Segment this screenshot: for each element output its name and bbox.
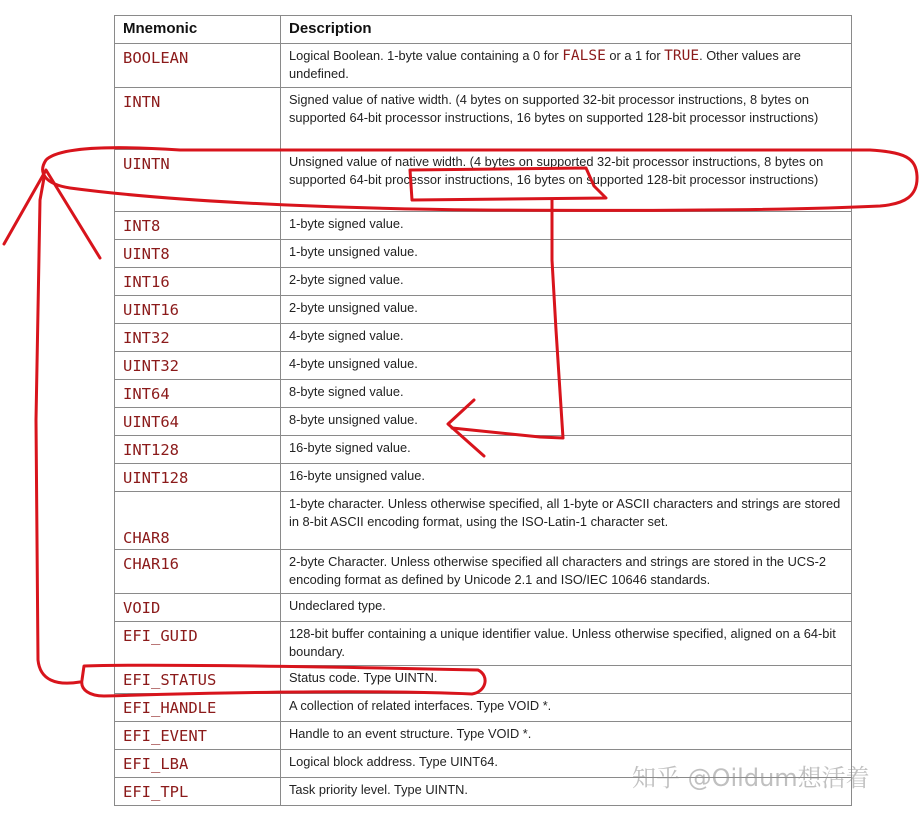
- description-cell: Undeclared type.: [281, 594, 852, 622]
- mnemonic-cell: BOOLEAN: [115, 44, 281, 88]
- mnemonic-cell: UINT8: [115, 240, 281, 268]
- mnemonic-cell: UINT128: [115, 464, 281, 492]
- desc-text: or a 1 for: [605, 48, 665, 63]
- table-row: [115, 492, 852, 550]
- description-cell: 1-byte signed value.: [281, 212, 852, 240]
- mnemonic-cell: EFI_HANDLE: [115, 694, 281, 722]
- mnemonic-cell: UINT16: [115, 296, 281, 324]
- table-row: [115, 324, 852, 352]
- header-description: Description: [281, 16, 852, 44]
- connector-efi-status-to-uintn: [36, 178, 80, 683]
- mnemonic-cell: INT8: [115, 212, 281, 240]
- table-row: [115, 408, 852, 436]
- description-cell: Handle to an event structure. Type VOID *.: [281, 722, 852, 750]
- mnemonic-cell: VOID: [115, 594, 281, 622]
- keyword-false: FALSE: [562, 48, 606, 64]
- table-row: [115, 240, 852, 268]
- mnemonic-cell: UINT64: [115, 408, 281, 436]
- description-cell: 2-byte Character. Unless otherwise specified all characters and strings are stored in the UCS-2 encoding format as defined by Unicode 2.1 and ISO/IEC 10646 standards.: [281, 550, 852, 594]
- desc-text: Logical Boolean. 1-byte value containing a 0 for: [289, 48, 563, 63]
- table-row: [115, 594, 852, 622]
- table-row: [115, 88, 852, 150]
- mnemonic-cell: INT16: [115, 268, 281, 296]
- keyword-true: TRUE: [664, 48, 700, 64]
- description-cell: 8-byte unsigned value.: [281, 408, 852, 436]
- description-cell: 4-byte unsigned value.: [281, 352, 852, 380]
- mnemonic-cell: UINT32: [115, 352, 281, 380]
- table-header-row: [115, 16, 852, 44]
- mnemonic-cell: EFI_STATUS: [115, 666, 281, 694]
- description-cell: 128-bit buffer containing a unique identifier value. Unless otherwise specified, aligned on a 64-bit boundary.: [281, 622, 852, 666]
- mnemonic-cell: EFI_EVENT: [115, 722, 281, 750]
- desc-text: . Other values are undefined.: [289, 48, 801, 81]
- description-cell: 8-byte signed value.: [281, 380, 852, 408]
- description-cell: 1-byte character. Unless otherwise specified, all 1-byte or ASCII characters and strings are stored in 8-bit ASCII encoding format, using the ISO-Latin-1 character set.: [281, 492, 852, 550]
- data-types-table-container: [114, 15, 851, 806]
- mnemonic-cell: CHAR16: [115, 550, 281, 594]
- description-cell: 16-byte unsigned value.: [281, 464, 852, 492]
- description-cell: 2-byte unsigned value.: [281, 296, 852, 324]
- description-cell: Signed value of native width. (4 bytes on supported 32-bit processor instructions, 8 bytes on supported 64-bit processor instructions, 16 bytes on supported 128-bit processor instructions): [281, 88, 852, 150]
- description-cell: 16-byte signed value.: [281, 436, 852, 464]
- table-row: [115, 268, 852, 296]
- mnemonic-cell: UINTN: [115, 150, 281, 212]
- arrowhead-uintn: [4, 170, 100, 258]
- watermark: 知乎 @Oildum想活着: [632, 764, 870, 792]
- mnemonic-cell: EFI_GUID: [115, 622, 281, 666]
- description-cell: Status code. Type UINTN.: [281, 666, 852, 694]
- mnemonic-cell: INT64: [115, 380, 281, 408]
- table-row: [115, 44, 852, 88]
- mnemonic-cell: CHAR8: [115, 492, 281, 550]
- table-row: [115, 436, 852, 464]
- table-row: [115, 694, 852, 722]
- table-row: [115, 666, 852, 694]
- table-row: [115, 550, 852, 594]
- mnemonic-cell: INT128: [115, 436, 281, 464]
- mnemonic-cell: INTN: [115, 88, 281, 150]
- description-cell: 1-byte unsigned value.: [281, 240, 852, 268]
- table-row: [115, 150, 852, 212]
- mnemonic-cell: INT32: [115, 324, 281, 352]
- table-row: [115, 352, 852, 380]
- table-row: [115, 622, 852, 666]
- table-row: [115, 380, 852, 408]
- table-row: [115, 212, 852, 240]
- description-cell: [281, 44, 852, 88]
- description-cell: Logical block address. Type UINT64.: [281, 750, 852, 778]
- description-cell: 4-byte signed value.: [281, 324, 852, 352]
- description-cell: 2-byte signed value.: [281, 268, 852, 296]
- description-cell: A collection of related interfaces. Type VOID *.: [281, 694, 852, 722]
- description-cell: Unsigned value of native width. (4 bytes on supported 32-bit processor instructions, 8 bytes on supported 64-bit processor instructions, 16 bytes on supported 128-bit processor instructions): [281, 150, 852, 212]
- mnemonic-cell: EFI_TPL: [115, 778, 281, 806]
- table-row: [115, 296, 852, 324]
- data-types-table: [114, 15, 852, 806]
- header-mnemonic: Mnemonic: [115, 16, 281, 44]
- description-cell: Task priority level. Type UINTN.: [281, 778, 852, 806]
- table-row: [115, 464, 852, 492]
- table-row: [115, 722, 852, 750]
- mnemonic-cell: EFI_LBA: [115, 750, 281, 778]
